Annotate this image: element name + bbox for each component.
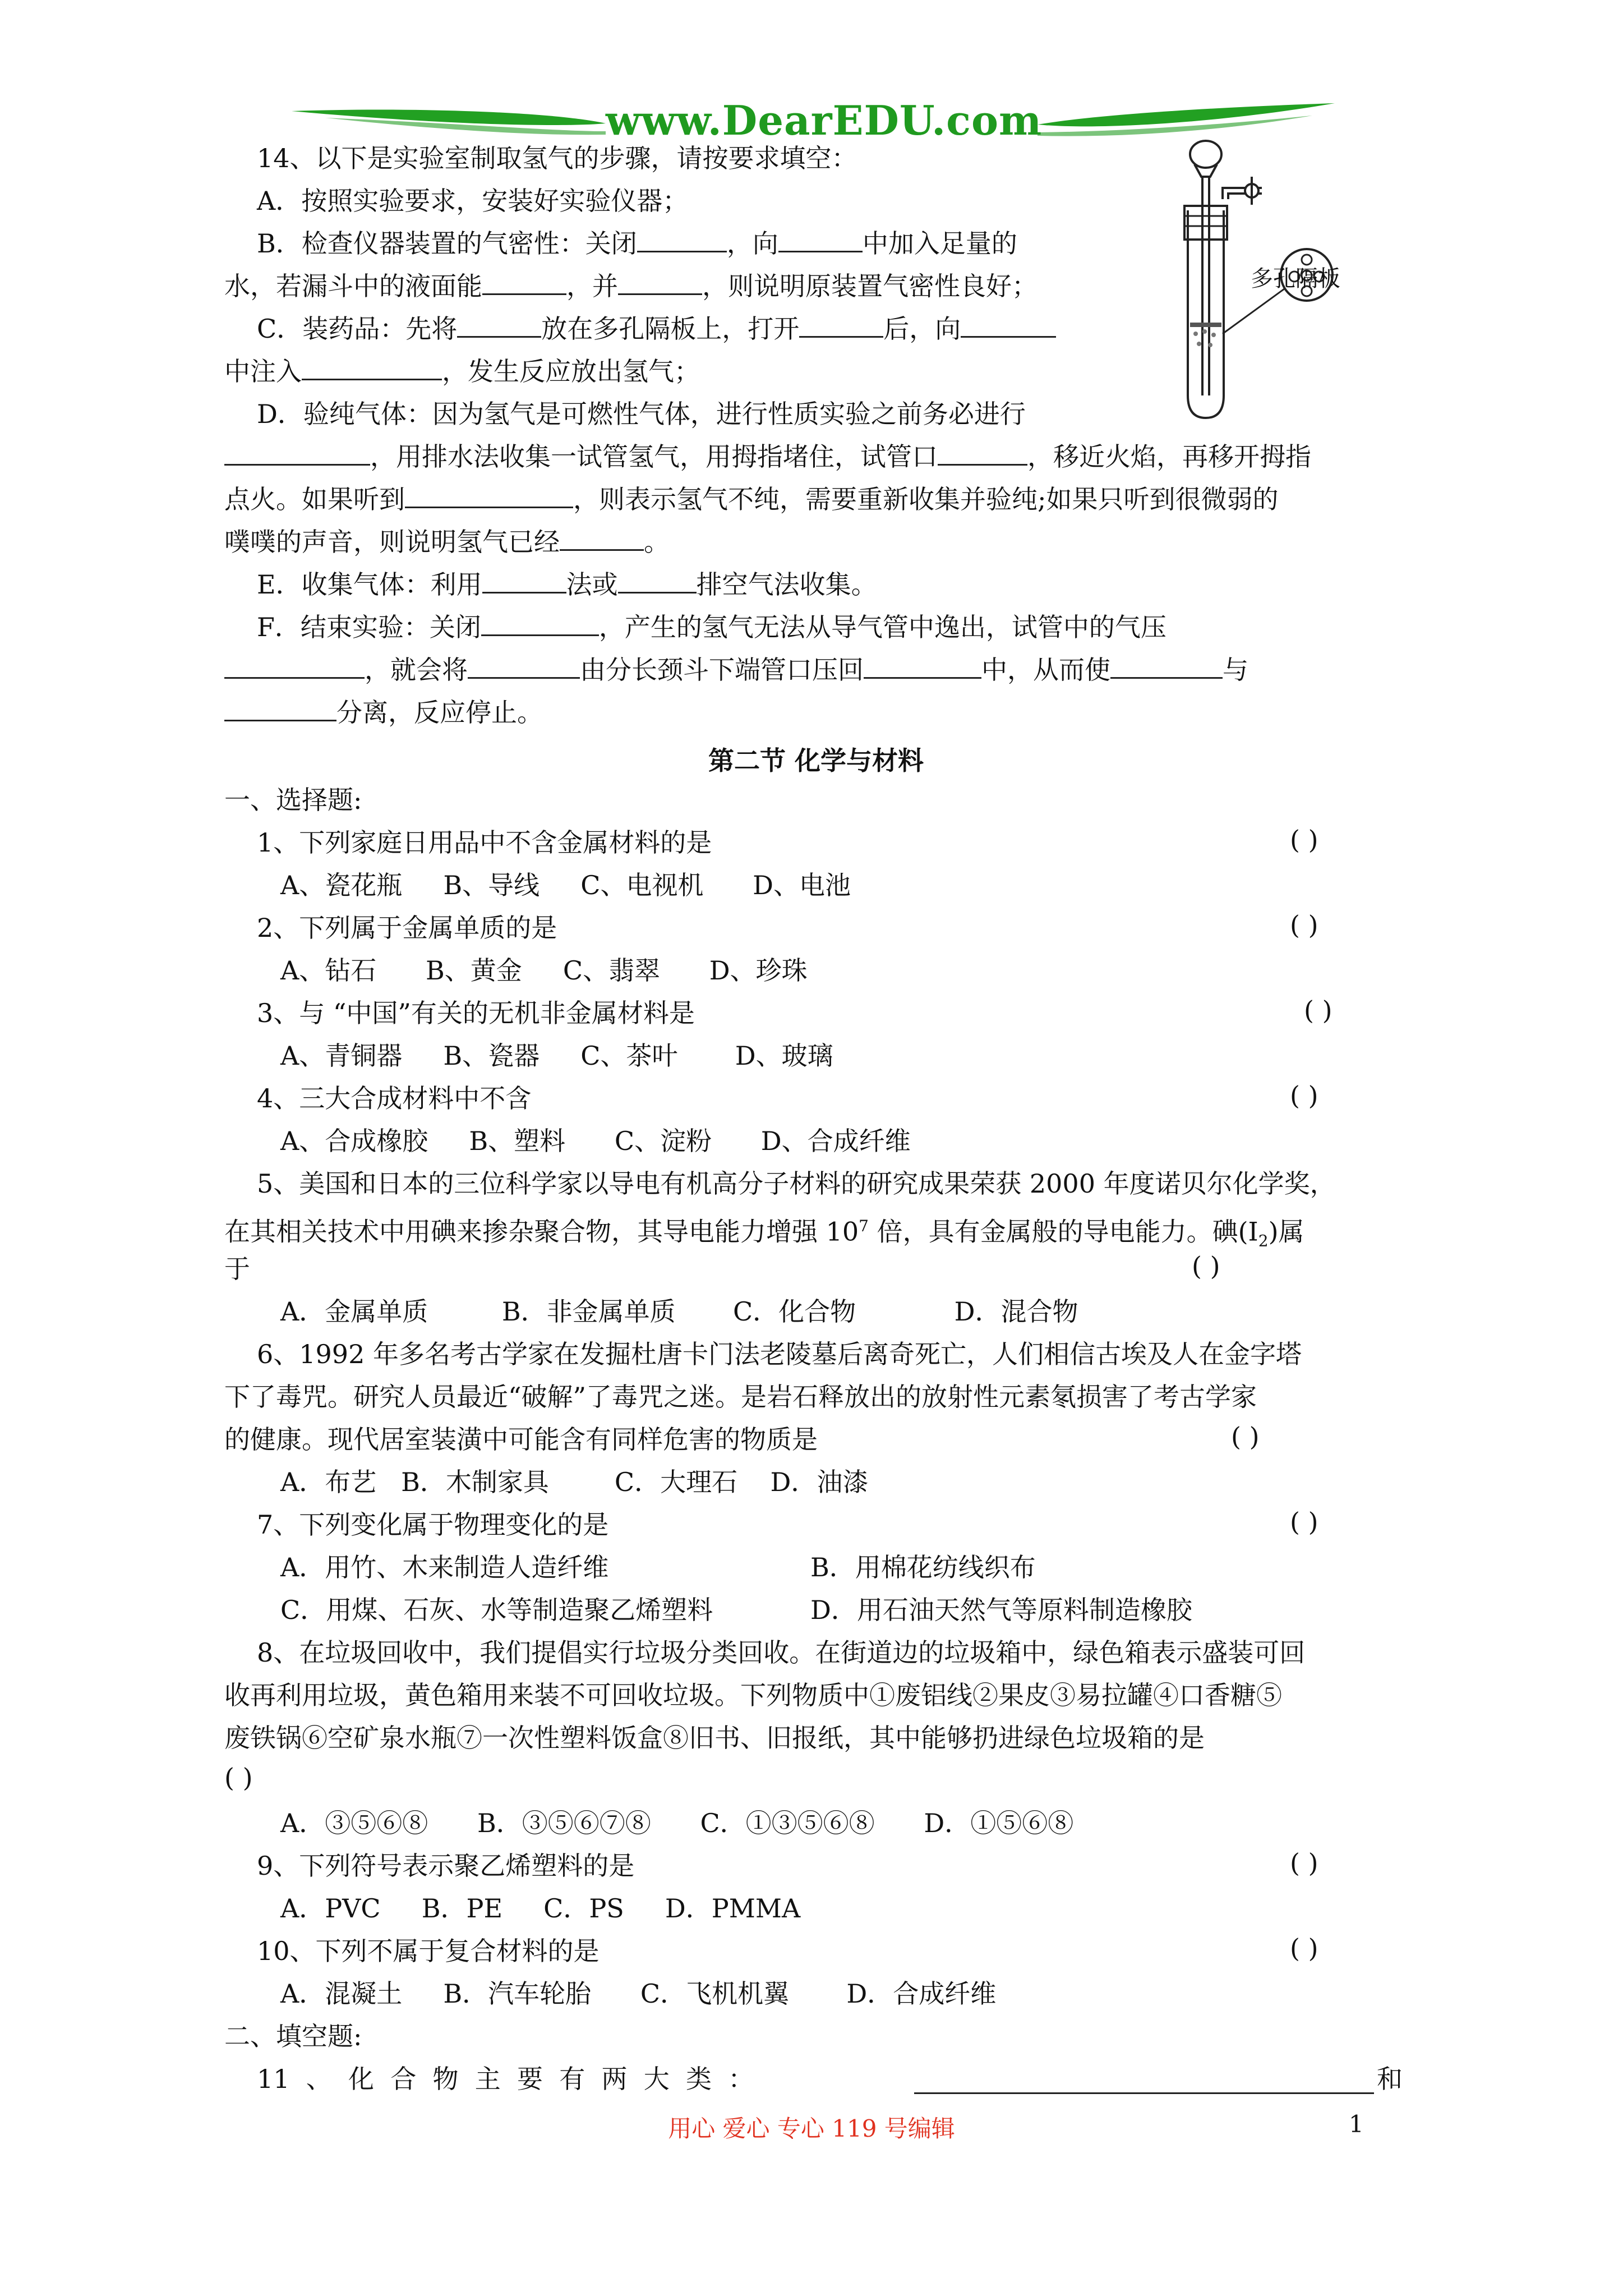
answer-paren[interactable]: ( ): [1290, 1848, 1318, 1878]
q14-d-line4: 噗噗的声音，则说明氢气已经 。: [224, 524, 1408, 560]
blank[interactable]: [938, 439, 1027, 466]
apparatus-label: 多孔隔板: [1251, 266, 1340, 292]
q9-stem: 9、下列符号表示聚乙烯塑料的是: [257, 1851, 635, 1881]
blank[interactable]: [799, 311, 883, 338]
q10-options: A．混凝土 B．汽车轮胎 C．飞机机翼 D．合成纤维: [280, 1978, 997, 2009]
q14-c-line2: 中注入 ，发生反应放出氢气；: [224, 353, 1408, 389]
q7-stem: 7、下列变化属于物理变化的是: [257, 1510, 609, 1540]
blank[interactable]: [468, 652, 580, 679]
blank[interactable]: [618, 567, 697, 593]
q2-options: A、钻石 B、黄金 C、翡翠 D、珍珠: [280, 955, 808, 986]
q14-f-line3: 分离，反应停止。: [224, 694, 1408, 730]
q1-options: A、瓷花瓶 B、导线 C、电视机 D、电池: [280, 870, 851, 900]
q6-line3: 的健康。现代居室装潢中可能含有同样危害的物质是: [224, 1424, 818, 1455]
blank[interactable]: [457, 311, 541, 338]
q2-stem: 2、下列属于金属单质的是: [257, 913, 557, 943]
q8-line2: 收再利用垃圾，黄色箱用来装不可回收垃圾。下列物质中①废铝线②果皮③易拉罐④口香糖⑤: [224, 1680, 1282, 1710]
blank[interactable]: [224, 439, 370, 466]
part1-heading: 一、选择题:: [224, 785, 362, 815]
q8-line1: 8、在垃圾回收中，我们提倡实行垃圾分类回收。在街道边的垃圾箱中，绿色箱表示盛装可回: [257, 1637, 1306, 1668]
blank[interactable]: [302, 354, 442, 380]
q11-blank[interactable]: [914, 2068, 1374, 2094]
footer-text: 用心 爱心 专心 119 号编辑: [668, 2115, 955, 2142]
q3-stem: 3、与 “中国”有关的无机非金属材料是: [257, 998, 695, 1028]
q7-option-d: D．用石油天然气等原料制造橡胶: [810, 1595, 1192, 1625]
blank[interactable]: [224, 695, 336, 721]
q14-stem: 14、以下是实验室制取氢气的步骤，请按要求填空：: [257, 143, 857, 173]
blank[interactable]: [482, 269, 566, 295]
q6-options: A．布艺 B．木制家具 C．大理石 D．油漆: [280, 1467, 869, 1497]
blank[interactable]: [864, 652, 981, 679]
q5-line1: 5、美国和日本的三位科学家以导电有机高分子材料的研究成果荣获 2000 年度诺贝尔化学奖，: [257, 1168, 1336, 1199]
q14-b-line1: B．检查仪器装置的气密性：关闭 ，向 中加入足量的: [257, 226, 1440, 261]
q1-stem: 1、下列家庭日用品中不含金属材料的是: [257, 827, 712, 858]
q5-line3: 于: [224, 1254, 250, 1284]
q6-line2: 下了毒咒。研究人员最近“破解”了毒咒之迷。是岩石释放出的放射性元素氡损害了考古学家: [224, 1382, 1257, 1412]
q7-option-a: A．用竹、木来制造人造纤维: [280, 1552, 609, 1582]
answer-paren[interactable]: ( ): [1290, 1080, 1318, 1111]
q3-options: A、青铜器 B、瓷器 C、茶叶 D、玻璃: [280, 1041, 833, 1071]
blank[interactable]: [961, 311, 1056, 338]
q5-options: A．金属单质 B．非金属单质 C．化合物 D．混合物: [280, 1296, 1078, 1327]
q9-options: A．PVC B．PE C．PS D．PMMA: [280, 1893, 801, 1924]
page-number: 1: [1349, 2110, 1364, 2138]
q7-option-c: C．用煤、石灰、水等制造聚乙烯塑料: [280, 1595, 713, 1625]
blank[interactable]: [618, 269, 702, 295]
q6-line1: 6、1992 年多名考古学家在发掘杜唐卡门法老陵墓后离奇死亡，人们相信古埃及人在金字塔: [257, 1339, 1302, 1369]
q7-option-b: B．用棉花纺线织布: [810, 1552, 1036, 1582]
blank[interactable]: [482, 567, 566, 593]
q14-a: A．按照实验要求，安装好实验仪器；: [257, 186, 689, 216]
q8-options: A．③⑤⑥⑧ B．③⑤⑥⑦⑧ C．①③⑤⑥⑧ D．①⑤⑥⑧: [280, 1808, 1074, 1838]
q14-d-line2: ，用排水法收集一试管氢气，用拇指堵住，试管口 ，移近火焰，再移开拇指: [224, 439, 1408, 475]
blank[interactable]: [778, 226, 863, 252]
q14-d-line3: 点火。如果听到 ，则表示氢气不纯，需要重新收集并验纯;如果只听到很微弱的: [224, 481, 1408, 517]
q11-tail: 和: [1377, 2064, 1403, 2094]
answer-paren[interactable]: ( ): [1290, 825, 1318, 855]
q11-stem: 11 、 化 合 物 主 要 有 两 大 类 ：: [257, 2064, 754, 2094]
answer-paren[interactable]: ( ): [1231, 1421, 1260, 1452]
q14-f-line1: F．结束实验：关闭 ，产生的氢气无法从导气管中逸出，试管中的气压: [257, 609, 1440, 645]
q4-options: A、合成橡胶 B、塑料 C、淀粉 D、合成纤维: [280, 1126, 911, 1156]
blank[interactable]: [1110, 652, 1223, 679]
answer-paren[interactable]: ( ): [1290, 910, 1318, 940]
q14-e: E．收集气体：利用 法或 排空气法收集。: [257, 567, 1440, 602]
section-title: 第二节 化学与材料: [708, 746, 924, 776]
q5-line2: 在其相关技术中用碘来掺杂聚合物，其导电能力增强 $10^7$ 倍，具有金属般的导电能力。碘$(I_2)$属: [224, 1216, 1304, 1250]
blank[interactable]: [560, 524, 644, 551]
q4-stem: 4、三大合成材料中不含: [257, 1083, 532, 1114]
q10-stem: 10、下列不属于复合材料的是: [257, 1936, 600, 1966]
answer-paren[interactable]: ( ): [1304, 995, 1332, 1025]
blank[interactable]: [637, 226, 727, 252]
q8-line3: 废铁锅⑥空矿泉水瓶⑦一次性塑料饭盒⑧旧书、旧报纸，其中能够扔进绿色垃圾箱的是: [224, 1723, 1205, 1753]
q14-f-line2: ，就会将 由分长颈斗下端管口压回 中，从而使 与: [224, 652, 1408, 688]
q14-b-line2: 水，若漏斗中的液面能 ，并 ，则说明原装置气密性良好；: [224, 268, 1408, 304]
logo-text: www.DearEDU.com: [606, 96, 1043, 144]
answer-paren[interactable]: ( ): [1290, 1507, 1318, 1537]
answer-paren[interactable]: ( ): [224, 1763, 253, 1793]
blank[interactable]: [481, 610, 599, 636]
blank[interactable]: [224, 652, 365, 679]
answer-paren[interactable]: ( ): [1192, 1251, 1220, 1281]
q14-d-line1: D．验纯气体：因为氢气是可燃性气体，进行性质实验之前务必进行: [257, 399, 1026, 429]
q14-c-line1: C．装药品：先将 放在多孔隔板上，打开 后，向: [257, 311, 1440, 347]
blank[interactable]: [405, 482, 573, 508]
answer-paren[interactable]: ( ): [1290, 1933, 1318, 1963]
part2-heading: 二、填空题:: [224, 2021, 362, 2051]
